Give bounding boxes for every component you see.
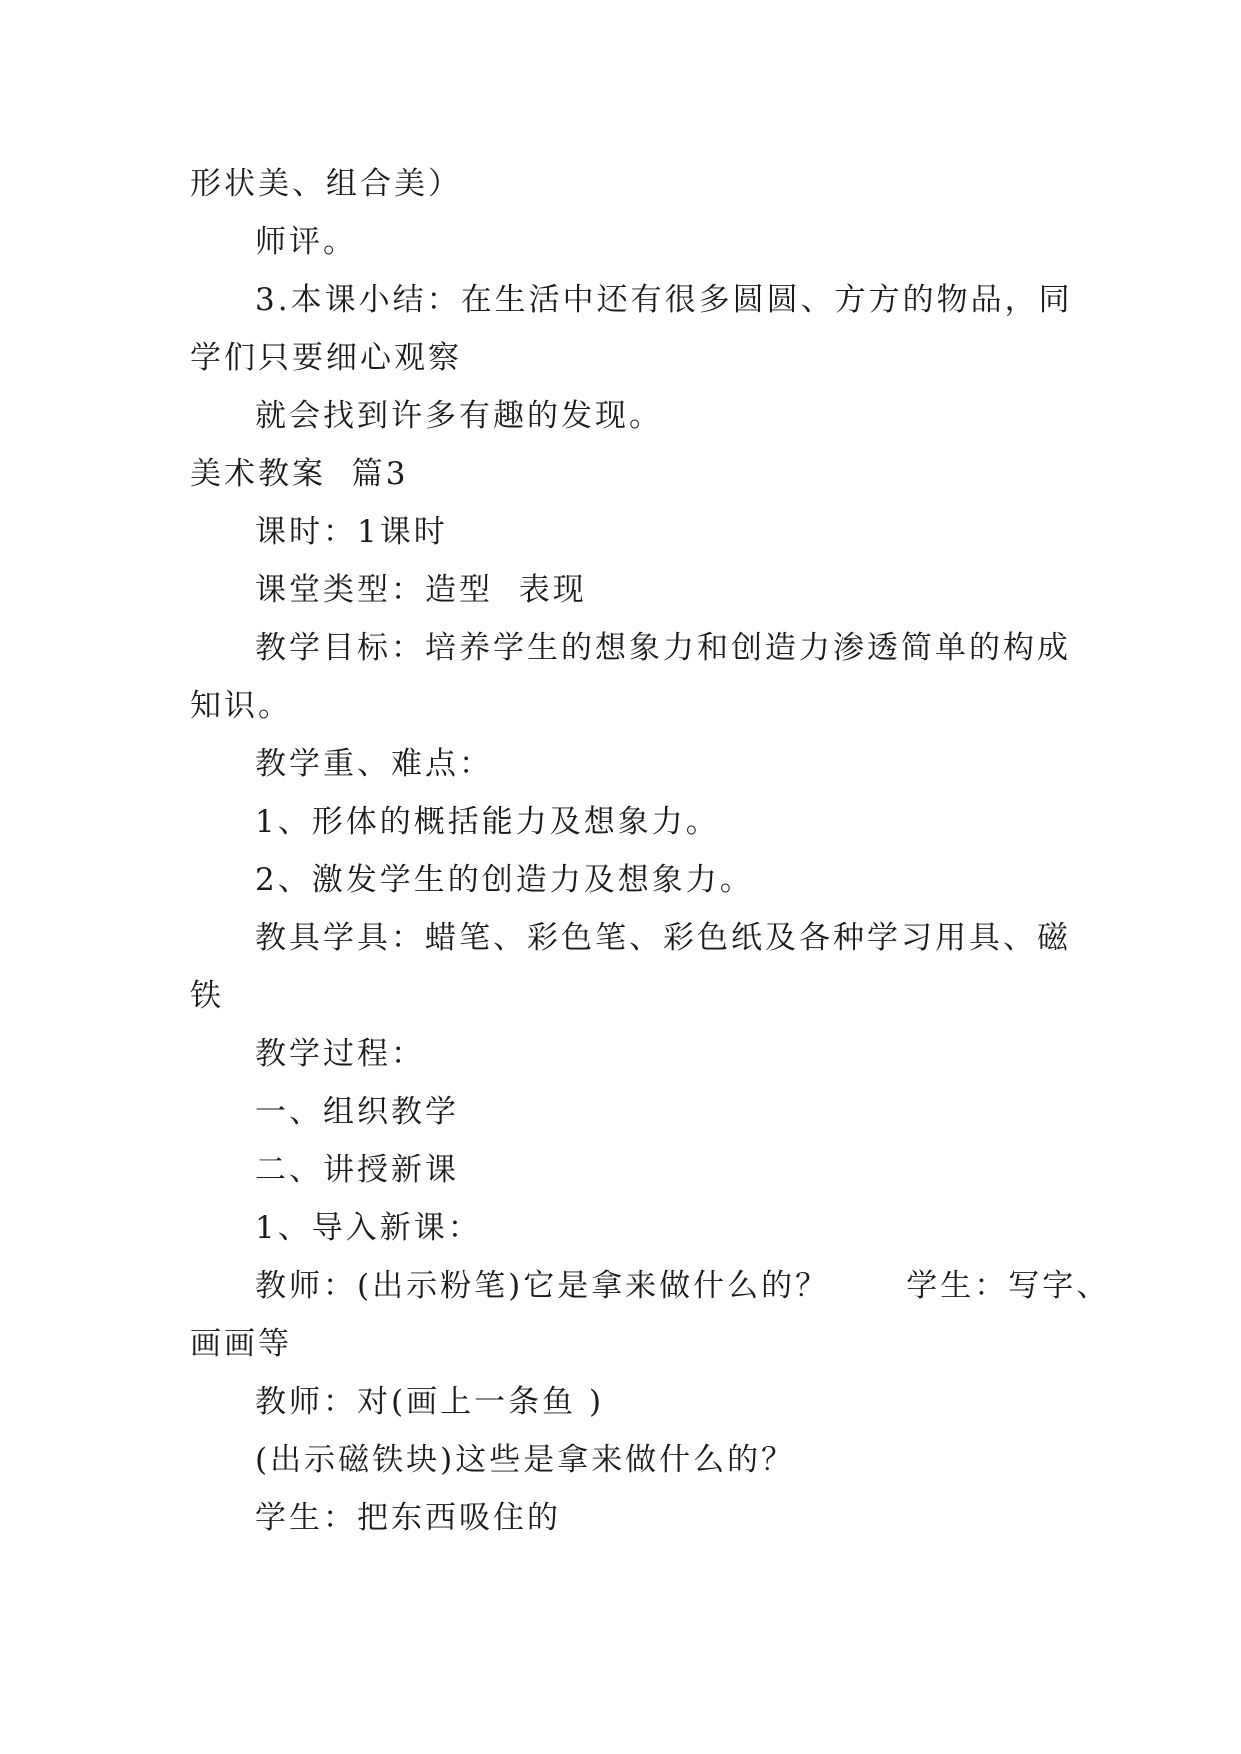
text-line: 学们只要细心观察 [190,340,462,376]
text-line: 教师：(出示粉笔)它是拿来做什么的？ 学生：写字、 [255,1268,1111,1304]
text-line: 知识。 [190,688,292,724]
text-line: 1、导入新课： [255,1210,482,1246]
text-line: 一、组织教学 [255,1094,459,1130]
text-line: (出示磁铁块)这些是拿来做什么的？ [255,1442,796,1478]
text-line: 课堂类型：造型 表现 [255,572,587,608]
text-line: 教学重、难点： [255,746,493,782]
section-heading: 美术教案 篇3 [190,456,409,492]
text-line: 课时：1课时 [255,514,448,550]
text-line: 教师：对(画上一条鱼 ) [255,1384,605,1420]
text-line: 师评。 [255,224,357,260]
text-line: 画画等 [190,1326,292,1362]
text-line: 铁 [190,978,224,1014]
text-line: 二、讲授新课 [255,1152,459,1188]
text-line: 教学目标：培养学生的想象力和创造力渗透简单的构成 [255,630,1071,666]
text-line: 3.本课小结：在生活中还有很多圆圆、方方的物品，同 [255,282,1073,318]
text-line: 形状美、组合美） [190,166,462,202]
text-line: 教学过程： [255,1036,425,1072]
text-line: 就会找到许多有趣的发现。 [255,398,663,434]
text-line: 教具学具：蜡笔、彩色笔、彩色纸及各种学习用具、磁 [255,920,1071,956]
text-line: 2、激发学生的创造力及想象力。 [255,862,754,898]
text-line: 学生：把东西吸住的 [255,1500,561,1536]
text-line: 1、形体的概括能力及想象力。 [255,804,720,840]
